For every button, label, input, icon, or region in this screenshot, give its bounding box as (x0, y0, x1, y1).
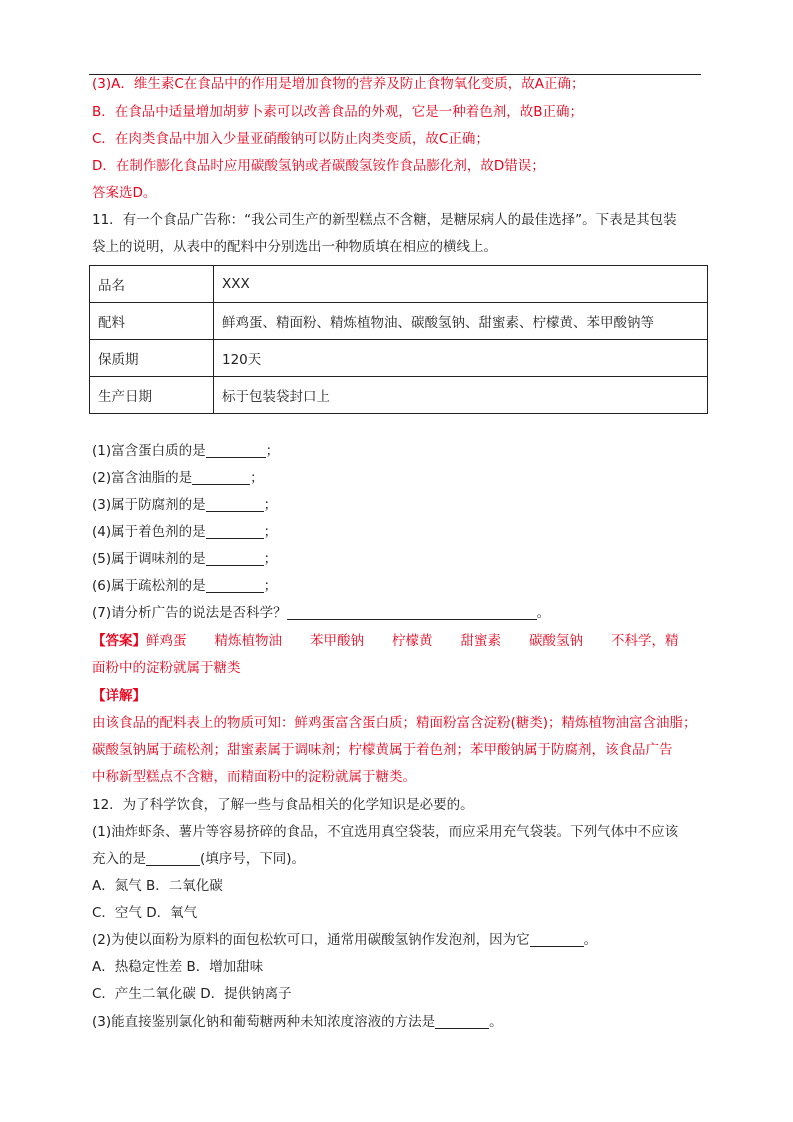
q12-p1-options-cd: C．空气 D．氧气 (92, 905, 198, 921)
q11-stem-line2: 袋上的说明，从表中的配料中分别选出一种物质填在相应的横线上。 (92, 239, 497, 255)
answer-item: 精炼植物油 (214, 633, 282, 649)
analysis-answer: 答案选D。 (92, 185, 157, 201)
q11-answer-cont: 面粉中的淀粉就属于糖类 (92, 660, 241, 676)
table-row (90, 303, 708, 340)
answer-item: 柠檬黄 (392, 633, 433, 649)
q11-sub6 (92, 577, 277, 595)
answer-blank (206, 579, 264, 593)
punct: ； (263, 497, 278, 513)
table-value: 鲜鸡蛋、精面粉、精炼植物油、碳酸氢钠、甜蜜素、柠檬黄、苯甲酸钠等 (214, 303, 708, 340)
table-value: 标于包装袋封口上 (214, 377, 708, 414)
sub-label: (3)属于防腐剂的是 (92, 497, 206, 513)
q11-sub2 (92, 469, 264, 487)
table-row (90, 266, 708, 303)
q12-p2 (92, 931, 597, 949)
q11-sub3 (92, 496, 277, 514)
answer-blank (206, 552, 264, 566)
answer-blank (206, 525, 264, 539)
sub-label: (3)能直接鉴别氯化钠和葡萄糖两种未知浓度溶液的方法是 (92, 1014, 436, 1030)
sub-label: 充入的是 (92, 851, 146, 867)
sub-label: (6)属于疏松剂的是 (92, 578, 206, 594)
punct: ； (265, 443, 280, 459)
table-key: 配料 (90, 303, 214, 340)
q11-stem-line1: 11．有一个食品广告称：“我公司生产的新型糕点不含糖，是糖尿病人的最佳选择”。下表是其包装 (92, 212, 677, 228)
sub-label: (4)属于着色剂的是 (92, 524, 206, 540)
q12-p1-line2 (92, 850, 305, 868)
sub-label: (2)为使以面粉为原料的面包松软可口，通常用碳酸氢钠作发泡剂，因为它 (92, 932, 530, 948)
q11-sub1 (92, 442, 279, 460)
q11-detail-label: 【详解】 (92, 688, 146, 704)
table-key: 保质期 (90, 340, 214, 377)
answer-label: 【答案】 (92, 633, 146, 649)
punct: ； (263, 551, 278, 567)
table-key: 生产日期 (90, 377, 214, 414)
q11-detail-line1: 由该食品的配料表上的物质可知：鲜鸡蛋富含蛋白质；精面粉富含淀粉(糖类)；精炼植物油富含油脂； (92, 715, 697, 731)
answer-item: 苯甲酸钠 (310, 633, 364, 649)
analysis-line-c: C．在肉类食品中加入少量亚硝酸钠可以防止肉类变质，故C正确； (92, 131, 489, 147)
punct: ； (263, 578, 278, 594)
answer-blank (206, 498, 264, 512)
q12-p1-line1: (1)油炸虾条、薯片等容易挤碎的食品，不宜选用真空袋装，而应采用充气袋装。下列气体中不应该 (92, 824, 679, 840)
sub-label-tail: (填序号，下同)。 (200, 851, 306, 867)
sub-label: (2)富含油脂的是 (92, 470, 193, 486)
punct: ； (263, 524, 278, 540)
table-value: XXX (214, 266, 708, 303)
q11-detail-line3: 中称新型糕点不含糖，而精面粉中的淀粉就属于糖类。 (92, 769, 416, 785)
punct: ； (250, 470, 264, 486)
q12-p2-options-ab: A．热稳定性差 B．增加甜味 (92, 959, 264, 975)
analysis-line-b: B．在食品中适量增加胡萝卜素可以改善食品的外观，它是一种着色剂，故B正确； (92, 104, 584, 120)
q11-sub7 (92, 604, 550, 622)
package-label-table (89, 265, 708, 414)
sub-label: (7)请分析广告的说法是否科学？ (92, 605, 287, 621)
answer-item: 不科学，精 (611, 633, 679, 649)
q12-stem: 12．为了科学饮食，了解一些与食品相关的化学知识是必要的。 (92, 797, 474, 813)
q11-sub4 (92, 523, 277, 541)
table-row (90, 377, 708, 414)
table-key: 品名 (90, 266, 214, 303)
answer-blank (435, 1015, 489, 1029)
punct: 。 (536, 605, 551, 621)
q12-p2-options-cd: C．产生二氧化碳 D．提供钠离子 (92, 986, 292, 1002)
analysis-line-a: (3)A．维生素C在食品中的作用是增加食物的营养及防止食物氧化变质，故A正确； (92, 76, 585, 92)
answer-blank (192, 471, 250, 485)
sub-label: (1)富含蛋白质的是 (92, 443, 206, 459)
answer-blank (146, 852, 200, 866)
answer-blank (287, 606, 537, 620)
sub-label: (5)属于调味剂的是 (92, 551, 206, 567)
answer-item: 鲜鸡蛋 (146, 633, 187, 649)
q11-detail-line2: 碳酸氢钠属于疏松剂；甜蜜素属于调味剂；柠檬黄属于着色剂；苯甲酸钠属于防腐剂，该食品广告 (92, 742, 673, 758)
q12-p3 (92, 1013, 503, 1031)
answer-blank (206, 444, 266, 458)
answer-item: 碳酸氢钠 (529, 633, 583, 649)
punct: 。 (583, 932, 598, 948)
q11-sub5 (92, 550, 277, 568)
punct: 。 (489, 1014, 503, 1030)
q12-p1-options-ab: A．氮气 B．二氧化碳 (92, 878, 223, 894)
table-value: 120天 (214, 340, 708, 377)
answer-item: 甜蜜素 (460, 633, 501, 649)
q11-answer (92, 632, 679, 650)
table-row (90, 340, 708, 377)
answer-blank (530, 933, 584, 947)
analysis-line-d: D．在制作膨化食品时应用碳酸氢钠或者碳酸氢铵作食品膨化剂，故D错误； (92, 158, 545, 174)
